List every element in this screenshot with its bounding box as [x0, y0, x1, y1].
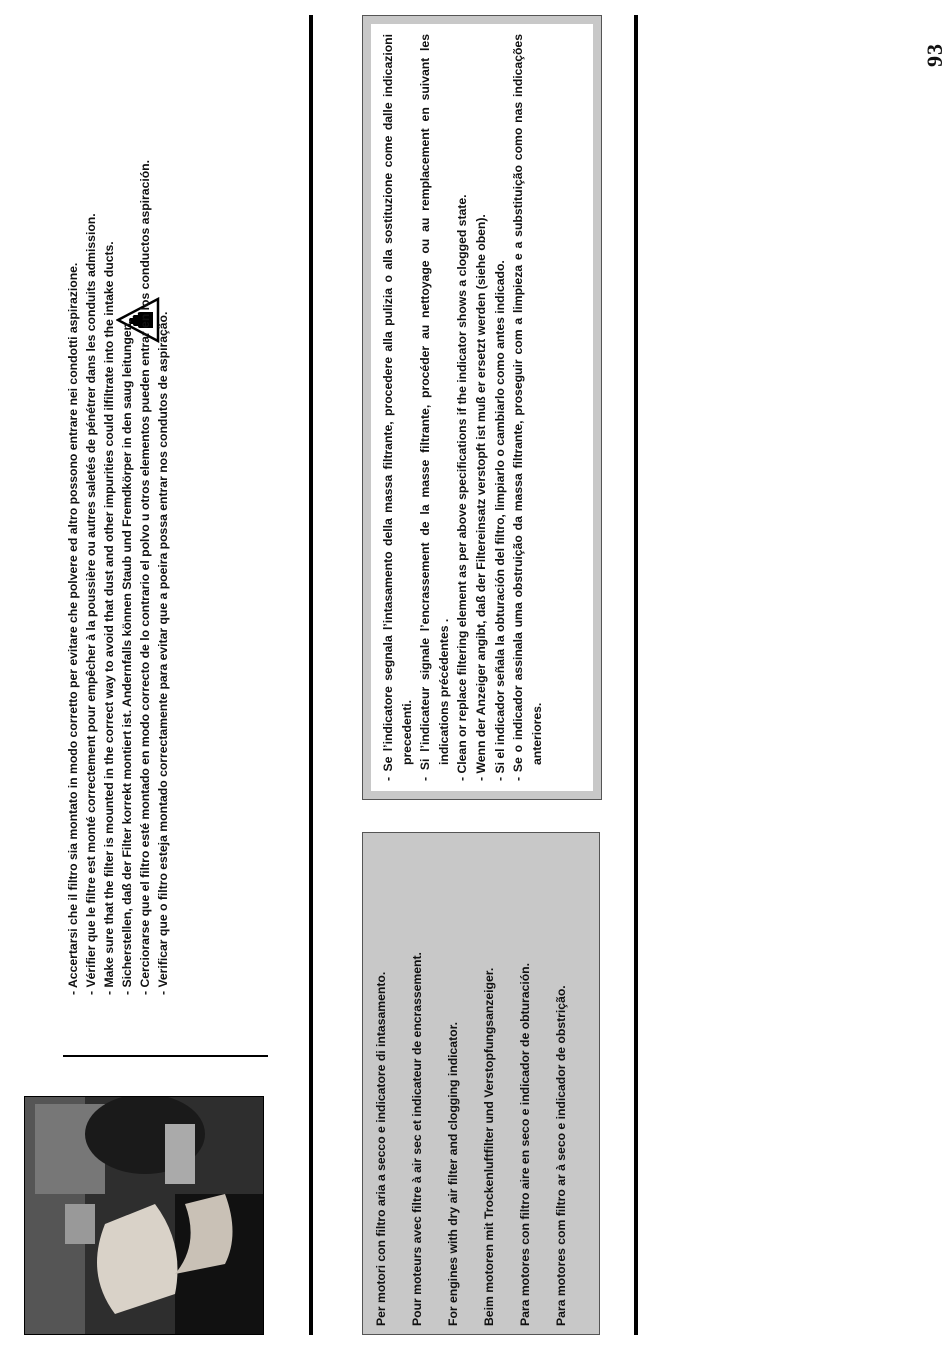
engine-photo	[24, 1096, 264, 1335]
engine-types-box	[362, 832, 600, 1335]
warning-divider	[63, 1055, 268, 1057]
indicator-item: - Si l’indicateur signale l’encrassement de la masse filtrante, procéder au nettoyage ou au remplacement en suivant les indications précédentes .	[418, 34, 451, 781]
indicator-item: - Wenn der Anzeiger angibt, daß der Filtereinsatz verstopft ist muß er ersetzt werden (siehe oben).	[473, 214, 488, 781]
warning-item: - Make sure that the filter is mounted in the correct way to avoid that dust and other impurities could ilfiltrate into the intake ducts.	[102, 241, 117, 995]
engine-type-text: Para motores con filtro aire en seco e indicador de obturación.	[518, 962, 532, 1326]
section-divider	[309, 15, 313, 1335]
warning-item: - Cerciorarse que el filtro esté montado en modo correcto de lo contrario el polvo u otros elementos pueden entrar en los conductos aspiración.	[138, 159, 153, 995]
indicator-item: - Si el indicador señala la obturación del filtro, limpiarlo o cambiarlo como antes indicado.	[492, 260, 507, 781]
warning-item: - Verificar que o filtro esteja montado correctamente para evitar que a poeira possa entrar nos condutos de aspiração.	[156, 311, 171, 995]
indicator-instructions-box	[362, 15, 602, 800]
warning-item: - Sicherstellen, daß der Filter korrekt montiert ist. Andernfalls können Staub und Fremdkörper in den saug leitungen.	[120, 319, 135, 995]
engine-type-text: For engines with dry air filter and clogging indicator.	[446, 1021, 460, 1326]
warning-list	[64, 15, 173, 995]
indicator-item: - Se l’indicatore segnala l’intasamento della massa filtrante, procedere alla pulizia o alla sostituzione come dalle indicazioni precedenti.	[381, 34, 414, 781]
page-number: 93	[922, 43, 947, 67]
warning-item: - Vérifier que le filtre est monté correctement pour empêcher à la poussière ou autres saletés de pénétrer dans les conduits admission.	[84, 213, 99, 995]
indicator-list	[379, 34, 546, 781]
engine-type-text: Pour moteurs avec filtre à air sec et indicateur de encrassement.	[410, 952, 424, 1326]
indicator-item: - Se o indicador assinala uma obstruição da massa filtrante, proseguir com a limpieza e a substituição como nas indicações anteriores.	[511, 34, 544, 781]
engine-type-text: Para motores com filtro ar à seco e indicador de obstrição.	[554, 985, 568, 1326]
engine-type-text: Per motori con filtro aria a secco e indicatore di intasamento.	[374, 971, 388, 1326]
warning-item: - Accertarsi che il filtro sia montato in modo corretto per evitare che polvere ed altro possono entrare nei condotti aspirazione.	[66, 262, 80, 995]
engine-type-text: Beim motoren mit Trockenluftfilter und Verstopfungsanzeiger.	[482, 967, 496, 1326]
indicator-instructions-panel	[371, 24, 593, 791]
indicator-item: - Clean or replace filtering element as per above specifications if the indicator shows a clogged state.	[455, 194, 470, 781]
bottom-divider	[634, 15, 638, 1335]
